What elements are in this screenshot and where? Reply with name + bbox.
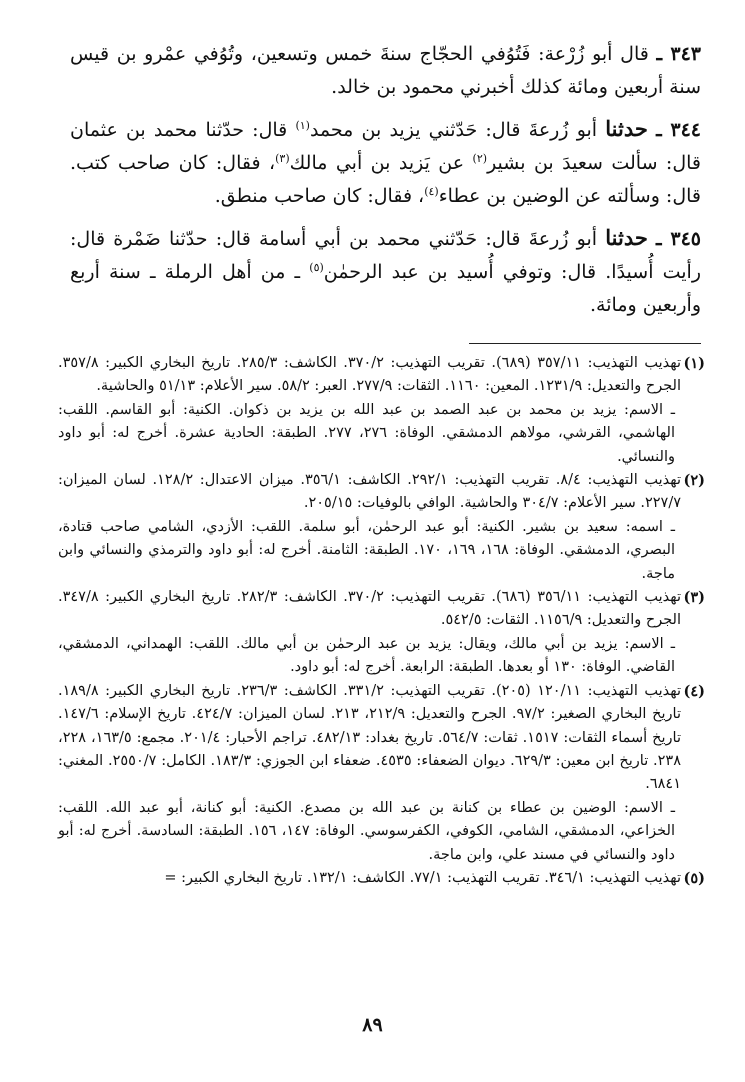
entry-text: أبو زُرعةَ قال: حَدّثني محمد بن أبي أسامة قال: حدّثنا ضَمْرة قال: رأيت أُسيدًا. قال: وتوفي أُسيد بن عبد الرحمٰن xyxy=(70,228,702,283)
entry-text: ـ من أهل الرملة ـ سنة أربع وأربعين ومائة. xyxy=(70,261,701,316)
footnote-number: (٢) xyxy=(683,472,705,490)
footnote-number: (١) xyxy=(683,355,705,372)
entry-text: عن يَزيد بن أبي مالك xyxy=(289,152,465,174)
entry-text: قال أبو زُرْعة: فَتُوُفي الحجّاج سنةَ خمس وتسعين، وتُوُفي عمْرو بن قيس سنة أربعين ومائة كذلك أخبرني محمود بن خالد. xyxy=(70,43,701,98)
footnote-biography: ـ اسمه: سعيد بن بشير. الكنية: أبو عبد الرحمٰن، أبو سلمة. اللقب: الأزدي، الشامي صاحب قتادة، البصري، الدمشقي. الوفاة: ١٦٨، ١٦٩، ١٧٠. الطبقة: الثامنة. أخرج له: أبو داود والترمذي والنسائي وابن ماجة. xyxy=(58,518,676,582)
footnote-5 xyxy=(58,867,705,890)
entry-keyword: حدثنا xyxy=(605,225,648,250)
entry-text: أبو زُرعةَ قال: حَدّثني يزيد بن محمد xyxy=(309,119,598,141)
entry-number: ٣٤٤ ـ xyxy=(656,119,702,141)
footnote-4 xyxy=(58,680,705,867)
entry-344 xyxy=(70,112,701,213)
entry-keyword: حدثنا xyxy=(605,116,648,141)
footnote-sources: تهذيب التهذيب: ١٢٠/١١ (٢٠٥). تقريب التهذيب: ٣٣١/٢. الكاشف: ٢٣٦/٣. تاريخ البخاري الكبير: ١٨٩/٨. تاريخ البخاري الصغير: ٩٧/٢. الجرح والتعديل: ٢١٢/٩، ٢١٣. لسان الميزان: ٤٢٤/٧. تاريخ الإسلام: ١٤٧/٦. تاريخ أسماء الثقات: ١٥١٧. ثقات: ٥٦٤/٧. تاريخ بغداد: ٤٨٢/١٣. تراجم الأحبار: ٢٠١/٤. مجمع: ١٦٣/٥، ٢٢٨، ٢٣٨. تاريخ ابن معين: ٦٢٩/٣. ديوان الضعفاء: ٤٥٣٥. ضعفاء ابن الجوزي: ١٨٣/٣. الكامل: ٢٥٥٠/٧. المغني: ٦٨٤١. xyxy=(58,682,682,793)
entry-number: ٣٤٥ ـ xyxy=(656,228,701,250)
footnote-biography: ـ الاسم: الوضين بن عطاء بن كنانة بن عبد الله بن مصدع. الكنية: أبو كنانة، أبو عبد الله. اللقب: الخزاعي، الدمشقي، الشامي، الكوفي، الكفرسوسي. الوفاة: ١٤٧، ١٥٦. الطبقة: السادسة. أخرج له: أبو داود والنسائي في مسند علي، وابن ماجة. xyxy=(58,799,675,863)
page-number: ٨٩ xyxy=(362,1014,383,1036)
footnote-ref[interactable]: (٥) xyxy=(309,261,324,274)
footnote-sources: تهذيب التهذيب: ٣٥٧/١١ (٦٨٩). تقريب التهذيب: ٣٧٠/٢. الكاشف: ٢٨٥/٣. تاريخ البخاري الكبير: ٣٥٧/٨. الجرح والتعديل: ١٢٣١/٩. المعين: ١١٦٠. الثقات: ٢٧٧/٩. العبر: ٥٨/٢. سير الأعلام: ٥١/١٣ والحاشية. xyxy=(58,355,681,395)
footnote-ref[interactable]: (١) xyxy=(295,119,310,132)
footnote-sources: تهذيب التهذيب: ٣٥٦/١١ (٦٨٦). تقريب التهذيب: ٣٧٠/٢. الكاشف: ٢٨٢/٣. تاريخ البخاري الكبير: ٣٤٧/٨. الجرح والتعديل: ١١٥٦/٩. الثقات: ٥٤٢/٥. xyxy=(58,589,681,629)
footnote-3 xyxy=(58,586,705,680)
main-text xyxy=(70,36,701,330)
footnote-number: (٣) xyxy=(683,589,705,607)
footnote-ref[interactable]: (٣) xyxy=(275,152,290,165)
footnote-ref[interactable]: (٤) xyxy=(424,185,439,198)
entry-345 xyxy=(70,221,701,322)
footnote-number: (٥) xyxy=(683,869,705,887)
footnote-ref[interactable]: (٢) xyxy=(472,152,488,165)
footnote-biography: ـ الاسم: يزيد بن أبي مالك، ويقال: يزيد بن عبد الرحمٰن بن أبي مالك. اللقب: الهمداني، الدمشقي، القاضي. الوفاة: ١٣٠ أو بعدها. الطبقة: الرابعة. أخرج له: أبو داود. xyxy=(58,635,675,676)
entry-343 xyxy=(70,36,701,104)
entry-number: ٣٤٣ ـ xyxy=(656,43,702,65)
footnote-number: (٤) xyxy=(683,682,705,700)
footnote-sources: تهذيب التهذيب: ٨/٤. تقريب التهذيب: ٢٩٢/١. الكاشف: ٣٥٦/١. ميزان الاعتدال: ١٢٨/٢. لسان الميزان: ٢٢٧/٧. سير الأعلام: ٣٠٤/٧ والحاشية. الوافي بالوفيات: ٢٠٥/١٥. xyxy=(58,472,681,512)
footnote-2 xyxy=(58,469,705,586)
entry-text: قال: حدّثنا محمد بن عثمان قال: سألت سعيدَ بن بشير xyxy=(70,119,701,174)
footnote-biography: ـ الاسم: يزيد بن محمد بن عبد الصمد بن عبد الله بن يزيد بن ذكوان. الكنية: أبو القاسم. اللقب: الهاشمي، القرشي، مولاهم الدمشقي. الوفاة: ٢٧٦، ٢٧٧. الطبقة: الحادية عشرة. أخرج له: أبو داود والنسائي. xyxy=(58,401,675,465)
footnote-separator xyxy=(469,343,701,344)
entry-text: ، فقال: كان صاحب منطق. xyxy=(214,185,425,207)
footnote-1 xyxy=(58,352,705,469)
footnote-sources: تهذيب التهذيب: ٣٤٦/١. تقريب التهذيب: ٧٧/١. الكاشف: ١٣٢/١. تاريخ البخاري الكبير: = xyxy=(164,869,681,886)
entry-text: ، فقال: كان صاحب كتب. قال: وسألته عن الوضين بن عطاء xyxy=(70,152,701,207)
footnotes xyxy=(58,352,705,890)
